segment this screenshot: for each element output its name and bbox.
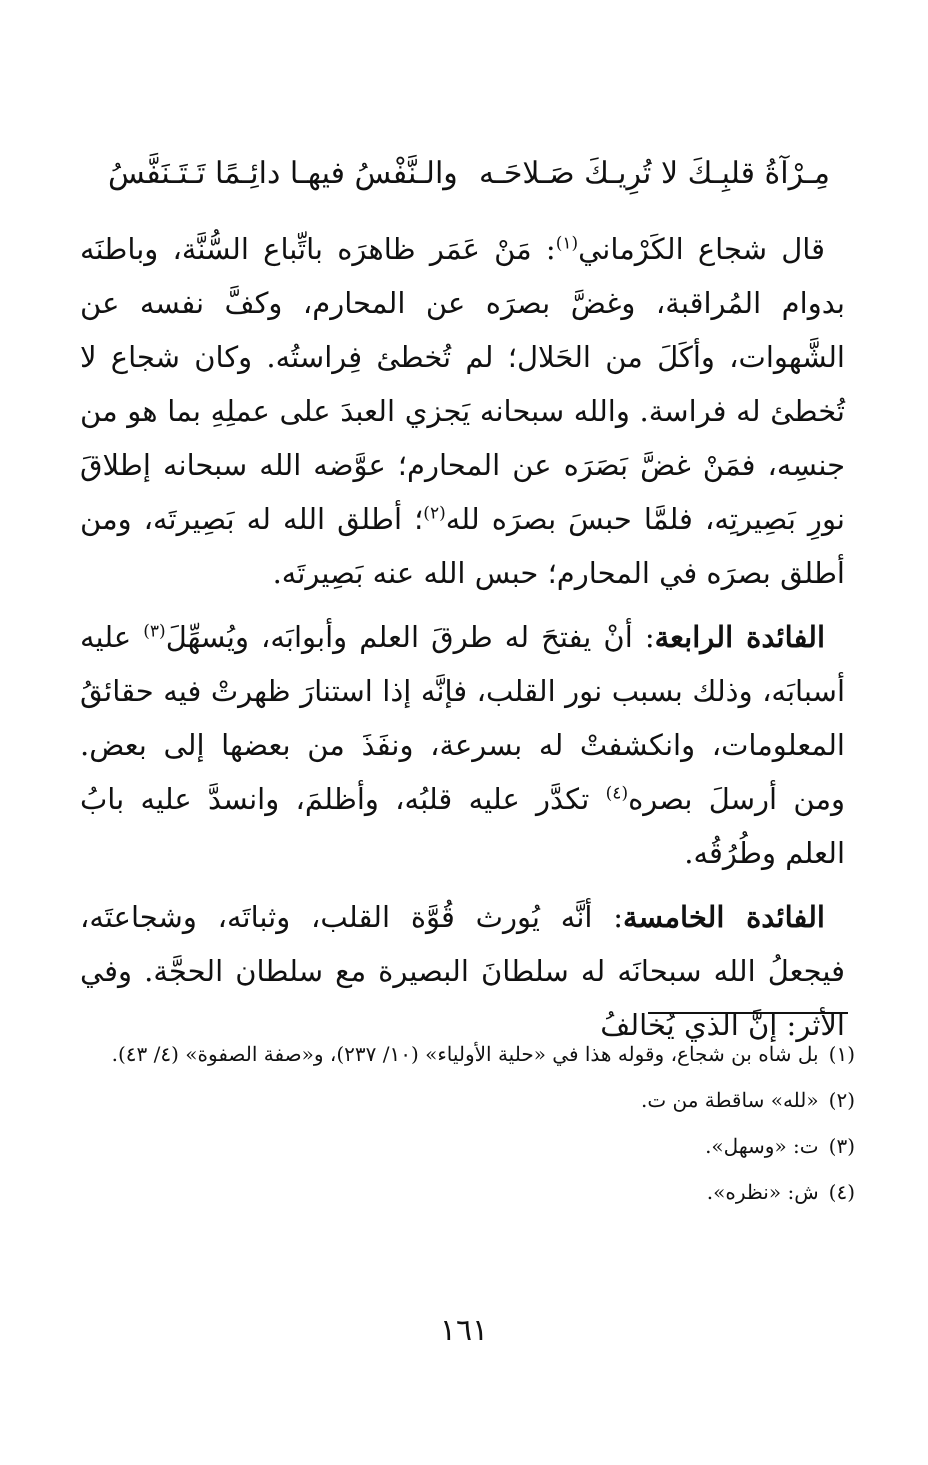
footnote-number: (٣) [828, 1134, 855, 1158]
paragraph-heading: الفائدة الرابعة [654, 620, 826, 654]
paragraph-text: قال شجاع الكَرْماني [578, 232, 825, 266]
paragraph-fifth-benefit [80, 890, 845, 1052]
page-number: ١٦١ [439, 1313, 489, 1348]
poetry-verse [108, 143, 830, 203]
footnote-text: «لله» ساقطة من ت. [640, 1088, 819, 1112]
footnote-divider [648, 1012, 848, 1014]
footnote-2 [80, 1080, 855, 1120]
paragraph-heading: الفائدة الخامسة [623, 900, 825, 934]
footnote-ref-4: (٤) [605, 783, 629, 804]
paragraph-text: عليه أسبابَه، وذلك بسبب نور القلب، فإنَّه إذا استنارَ ظهرتْ فيه حقائقُ المعلومات، وانكشفتْ له بسرعة، ونفَذَ من بعضها إلى بعض. ومن أرسلَ بصره [80, 620, 845, 816]
main-text [80, 222, 845, 1062]
footnote-1 [80, 1034, 855, 1074]
footnote-text: بل شاه بن شجاع، وقوله هذا في «حلية الأولياء» (١٠/ ٢٣٧)، و«صفة الصفوة» (٤/ ٤٣). [111, 1042, 819, 1066]
footnote-4 [80, 1172, 855, 1212]
paragraph-text: ؛ أطلق الله له بَصِيرتَه، ومن أطلق بصرَه في المحارم؛ حبس الله عنه بَصِيرتَه. [80, 502, 845, 590]
footnote-ref-2: (٢) [423, 503, 446, 524]
verse-first-hemistich: مِـرْآةُ قلبِـكَ لا تُرِيـكَ صَـلاحَـه [478, 155, 830, 191]
paragraph-kermani-saying [80, 222, 845, 600]
paragraph-fourth-benefit [80, 610, 845, 880]
footnote-text: ت: «وسهل». [705, 1134, 819, 1158]
paragraph-text: : مَنْ عَمَر ظاهرَه باتِّباع السُّنَّة، وباطنَه بدوام المُراقبة، وغضَّ بصرَه عن المحارم، وكفَّ نفسه عن الشَّهوات، وأكَلَ من الحَلال؛ لم تُخطئ فِراستُه. وكان شجاع لا تُخطئ له فراسة. والله سبحانه يَجزي العبدَ على عملِهِ بما هو من جنسِه، فمَنْ غضَّ بَصَرَه عن المحارم؛ عوَّضه الله سبحانه إطلاقَ نورِ بَصِيرتِه، فلمَّا حبسَ بصرَه لله [80, 232, 845, 536]
paragraph-text: : أنَّه يُورث قُوَّة القلب، وثباتَه، وشجاعتَه، فيجعلُ الله سبحانَه له سلطانَ البصيرة مع سلطان الحجَّة. وفي الأثر: إنَّ الذي يُخالفُ [80, 900, 845, 1042]
footnote-ref-1: (١) [555, 233, 579, 254]
footnote-3 [80, 1126, 855, 1166]
paragraph-text: : أنْ يفتحَ له طرقَ العلم وأبوابَه، ويُسهِّلَ [165, 620, 655, 654]
footnote-number: (٤) [828, 1180, 855, 1204]
paragraph-text: تكدَّر عليه قلبُه، وأظلمَ، وانسدَّ عليه بابُ العلم وطُرُقُه. [80, 782, 845, 870]
footnote-number: (١) [828, 1042, 855, 1066]
footnote-text: ش: «نظره». [706, 1180, 819, 1204]
footnote-ref-3: (٣) [143, 621, 166, 642]
verse-second-hemistich: والـنَّفْسُ فيهـا دائِـمًا تَـتَـنَفَّسُ [108, 155, 458, 191]
footnotes [80, 1034, 855, 1218]
footnote-number: (٢) [828, 1088, 855, 1112]
